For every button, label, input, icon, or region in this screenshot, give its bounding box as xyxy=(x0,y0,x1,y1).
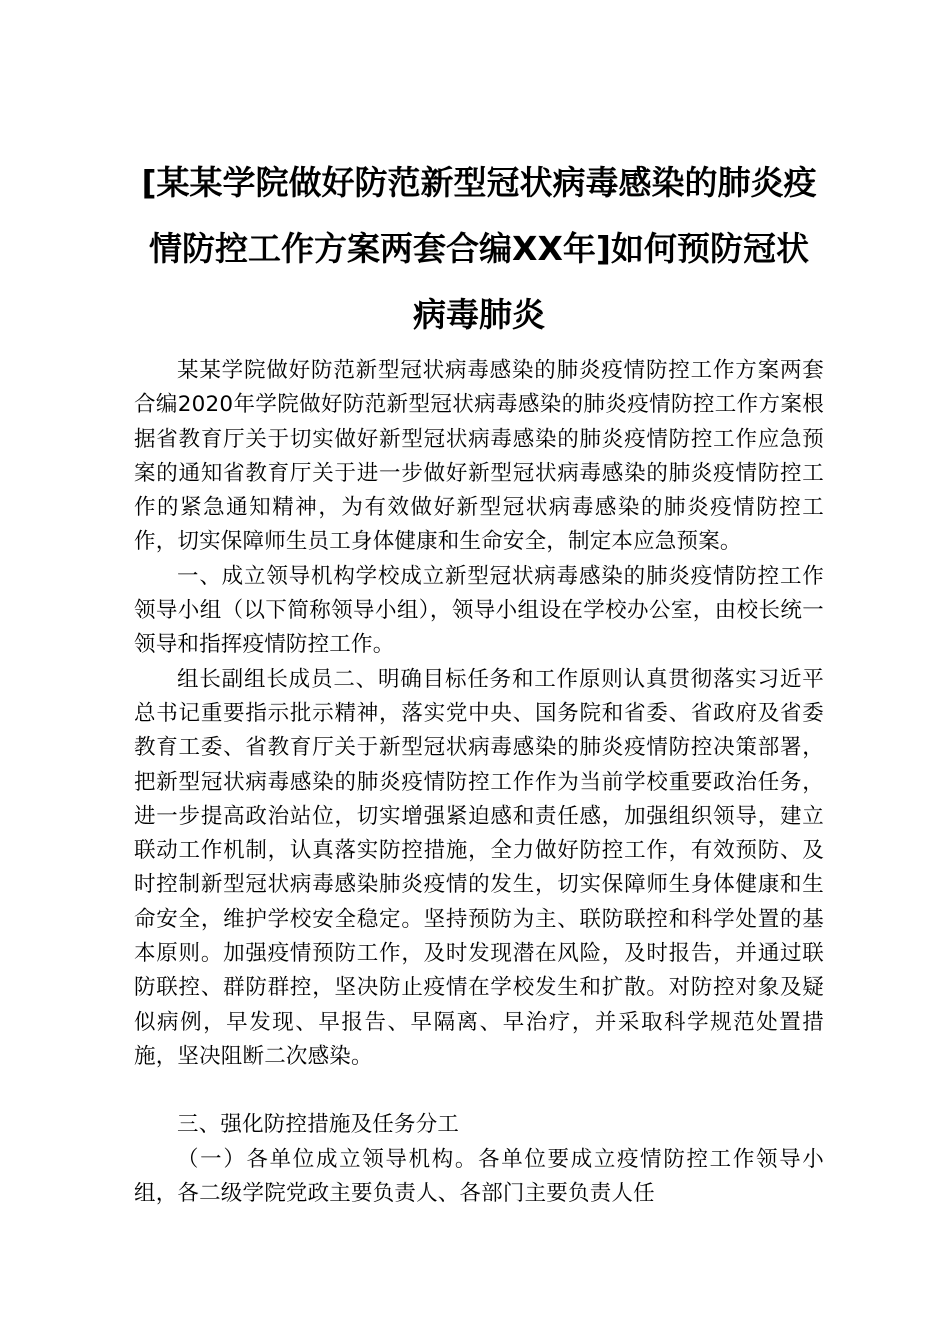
section-3-heading: 三、强化防控措施及任务分工 xyxy=(177,1112,460,1138)
section-1-paragraph: 一、成立领导机构学校成立新型冠状病毒感染的肺炎疫情防控工作领导小组（以下简称领导小组），领导小组设在学校办公室，由校长统一领导和指挥疫情防控工作。 xyxy=(134,563,824,658)
section-2-paragraph: 组长副组长成员二、明确目标任务和工作原则认真贯彻落实习近平总书记重要指示批示精神，落实党中央、国务院和省委、省政府及省委教育工委、省教育厅关于新型冠状病毒感染的肺炎疫情防控决策部署，把新型冠状病毒感染的肺炎疫情防控工作作为当前学校重要政治任务，进一步提高政治站位，切实增强紧迫感和责任感，加强组织领导，建立联动工作机制，认真落实防控措施，全力做好防控工作，有效预防、及时控制新型冠状病毒感染肺炎疫情的发生，切实保障师生身体健康和生命安全，维护学校安全稳定。坚持预防为主、联防联控和科学处置的基本原则。加强疫情预防工作，及时发现潜在风险，及时报告，并通过联防联控、群防群控，坚决防止疫情在学校发生和扩散。对防控对象及疑似病例，早发现、早报告、早隔离、早治疗，并采取科学规范处置措施，坚决阻断二次感染。 xyxy=(134,666,824,1069)
document-title: [某某学院做好防范新型冠状病毒感染的肺炎疫情防控工作方案两套合编XX年]如何预防冠状病毒肺炎 xyxy=(141,163,817,334)
intro-paragraph: 某某学院做好防范新型冠状病毒感染的肺炎疫情防控工作方案两套合编2020年学院做好防范新型冠状病毒感染的肺炎疫情防控工作方案根据省教育厅关于切实做好新型冠状病毒感染的肺炎疫情防控工作应急预案的通知省教育厅关于进一步做好新型冠状病毒感染的肺炎疫情防控工作的紧急通知精神，为有效做好新型冠状病毒感染的肺炎疫情防控工作，切实保障师生员工身体健康和生命安全，制定本应急预案。 xyxy=(134,358,824,555)
section-3-item-1-paragraph: （一）各单位成立领导机构。各单位要成立疫情防控工作领导小组，各二级学院党政主要负责人、各部门主要负责人任 xyxy=(134,1146,824,1206)
document-body xyxy=(134,354,824,1211)
